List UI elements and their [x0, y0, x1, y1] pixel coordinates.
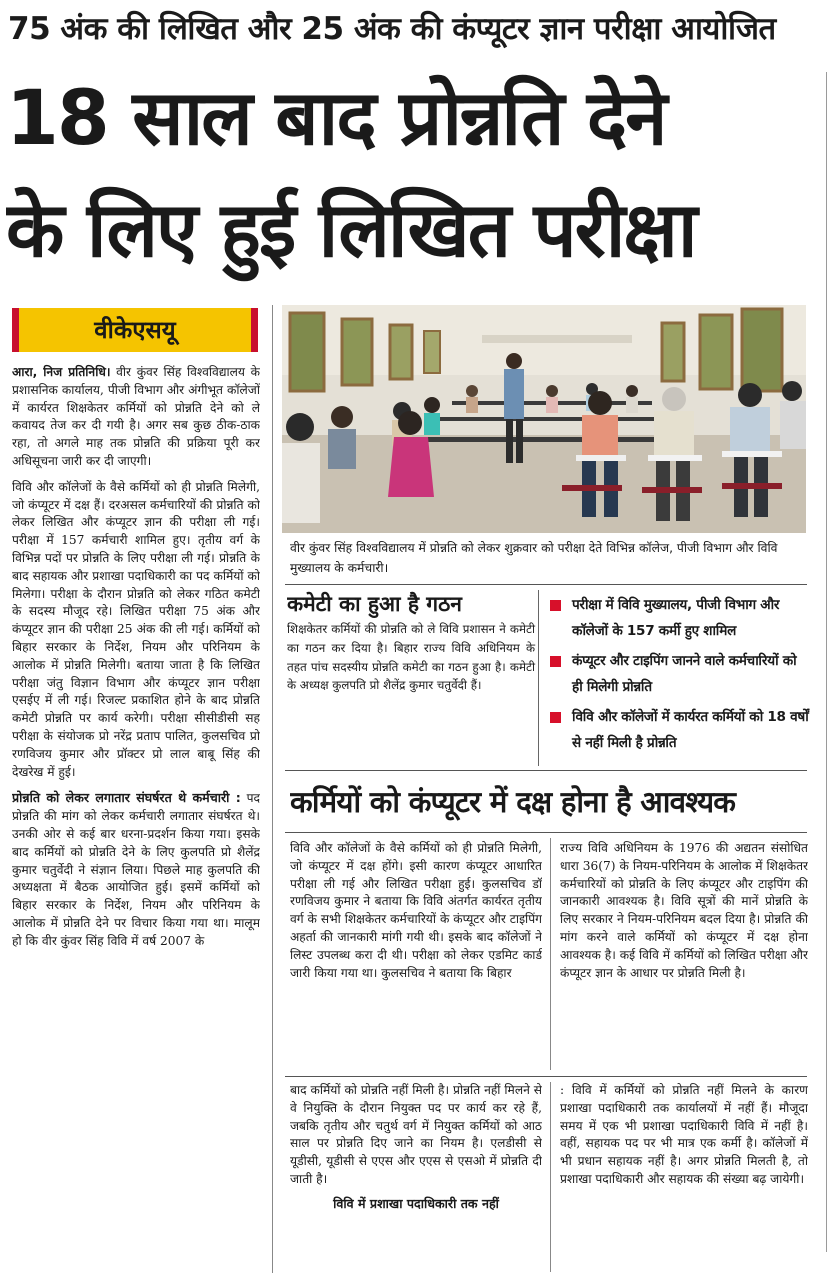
left-para-2: विवि और कॉलेजों के वैसे कर्मियों को ही प्रोन्नति मिलेगी, जो कंप्यूटर में दक्ष हैं। दरअसल कर्मचारियों की प्रोन्नति को लेकर लिखित और कंप्यूटर ज्ञान की परीक्षा ली गई। परीक्षा में 157 कर्मचारी शामिल हुए। तृतीय वर्ग के विभिन्न पदों पर प्रोन्नति के लिए परीक्षा ली गई। प्रोन्नति के बाद सहायक और प्रशाखा पदाधिकारी का पद कर्मियों को मिलेगा। परीक्षा के दौरान प्रोन्नति को लेकर गठित कमेटी के सदस्य मौजूद रहे। लिखित परीक्षा 75 अंक और कंप्यूटर ज्ञान की परीक्षा 25 अंक की ली गई। कर्मियों को बिहार सरकार के निर्देश, नियम और परिनियम के आलोक में प्रोन्नति मिलेगी। बताया जाता है कि लिखित परीक्षा जंतु विज्ञान विभाग और कंप्यूटर ज्ञान परीक्षा एसईए में ली गई। रिजल्ट प्रकाशित होने के बाद प्रोन्नति कमेटी प्रोन्नति पर कार्य करेगी। परीक्षा सीसीडीसी सह परीक्षा के संयोजक प्रो नरेंद्र प्रताप पालित, कुलसचिव प्रो रणविजय कुमार और प्रॉक्टर प्रो लाल बाबू सिंह की देखरेख में हुई। [12, 479, 260, 779]
bottom-left-column [290, 1082, 542, 1274]
page-edge-rule [826, 72, 827, 1252]
bottom-right-column [560, 1082, 808, 1274]
section-badge: वीकेएसयू [12, 308, 258, 352]
bullet-square-icon [550, 656, 561, 667]
caption-rule [285, 584, 807, 585]
left-column [12, 364, 260, 1276]
subheadline: कर्मियों को कंप्यूटर में दक्ष होना है आवश्यक [290, 785, 736, 819]
mid-left-column [290, 840, 542, 1072]
lower-rule [285, 1076, 807, 1077]
left-subhead: प्रोन्नति को लेकर लगातार संघर्षरत थे कर्मचारी : [12, 790, 241, 806]
highlights-list [548, 592, 810, 760]
bottom-left-para: बाद कर्मियों को प्रोन्नति नहीं मिली है। प्रोन्नति नहीं मिलने से वे नियुक्ति के दौरान नियुक्त पद पर कार्य कर रहे हैं, जबकि तृतीय और चतुर्थ वर्ग में नियुक्त कर्मियों को आठ साल पर प्रोन्नति दिए जाने का नियम है। एलडीसी से यूडीसी, यूडीसी से एएस और एएस से एसओ में प्रोन्नति दी जाती है। [290, 1083, 542, 1186]
left-para-1-text: वीर कुंवर सिंह विश्वविद्यालय के प्रशासनिक कार्यालय, पीजी विभाग और अंगीभूत कॉलेजों में कार्यरत शिक्षकेतर कर्मियों को प्रोन्नति देने को ले कवायद तेज कर दी गयी है। अगर सब कुछ ठीक-ठाक रहा, तो अगले माह तक प्रोन्नति की प्रक्रिया पूरी कर अधिसूचना जारी कर दी जाएगी। [12, 365, 260, 468]
column-divider-mid [550, 838, 551, 1070]
bottom-right-para: : विवि में कर्मियों को प्रोन्नति नहीं मिलने के कारण प्रशाखा पदाधिकारी तक कार्यालयों में नहीं हैं। मौजूदा समय में एक भी प्रशाखा पदाधिकारी विवि में नहीं है। वहीं, सहायक पद पर भी मात्र एक कर्मी है। कॉलेजों में भी प्रधान सहायक नहीं है। अगर प्रोन्नति मिलती है, तो प्रशाखा पदाधिकारी और सहायक की संख्या बढ़ जायेगी। [560, 1083, 808, 1186]
highlight-item [548, 592, 810, 648]
subhead-rule-bottom [285, 832, 807, 833]
left-para-1 [12, 364, 260, 471]
box-divider [538, 590, 539, 766]
highlight-text: कंप्यूटर और टाइपिंग जानने वाले कर्मचारियों को ही मिलेगी प्रोन्नति [572, 653, 797, 695]
committee-box [287, 588, 535, 762]
headline-line-1: 18 साल बाद प्रोन्नति देने [6, 73, 666, 162]
bullet-square-icon [550, 712, 561, 723]
column-divider-left [272, 305, 273, 1273]
dateline: आरा, निज प्रतिनिधि। [12, 365, 111, 379]
bottom-left-subhead: विवि में प्रशाखा पदाधिकारी तक नहीं [333, 1195, 499, 1211]
committee-box-title: कमेटी का हुआ है गठन [287, 592, 462, 616]
highlight-text: विवि और कॉलेजों में कार्यरत कर्मियों को 18 वर्षों से नहीं मिली है प्रोन्नति [572, 709, 809, 751]
committee-box-text: शिक्षकेतर कर्मियों की प्रोन्नति को ले विवि प्रशासन ने कमेटी का गठन कर दिया है। बिहार राज्य विवि अधिनियम के तहत पांच सदस्यीय प्रोन्नति कमेटी का गठन हुआ है। कमेटी के अध्यक्ष कुलपति प्रो शैलेंद्र कुमार चतुर्वेदी हैं। [287, 622, 535, 693]
left-para-3-text: पद प्रोन्नति की मांग को लेकर कर्मचारी लगातार संघर्षरत थे। उनकी ओर से कई बार धरना-प्रदर्शन किया गया। इसके बाद कर्मियों को प्रोन्नति देने के लिए कुलपति प्रो शैलेंद्र कुमार चतुर्वेदी ने संज्ञान लिया। पिछले माह कुलपति की अध्यक्षता में बैठक आयोजित हुई। इसमें कर्मियों को बिहार सरकार के निर्देश, नियम और परिनियम के आलोक में प्रोन्नति देने पर विचार किया गया था। मालूम हो कि वीर कुंवर सिंह विवि में वर्ष 2007 के [12, 791, 260, 948]
kicker-line: 75 अंक की लिखित और 25 अंक की कंप्यूटर ज्ञान परीक्षा आयोजित [8, 11, 776, 47]
highlight-item [548, 648, 810, 704]
mid-right-para: राज्य विवि अधिनियम के 1976 की अद्यतन संसोधित धारा 36(7) के नियम-परिनियम के आलोक में शिक्षकेतर कर्मचारियों को प्रोन्नति के लिए कंप्यूटर और टाइपिंग की जानकारी आवश्यक है। विवि सूत्रों की मानें प्रोन्नति के लिए सरकार ने नियम-परिनियम बदल दिया है। प्रोन्नति की मांग करने वाले कर्मियों को कंप्यूटर में दक्ष होना आवश्यक है। कई विवि में कर्मियों को लिखित परीक्षा और कंप्यूटर ज्ञान के आधार पर प्रोन्नति मिली है। [560, 841, 808, 980]
photo-caption: वीर कुंवर सिंह विश्वविद्यालय में प्रोन्नति को लेकर शुक्रवार को परीक्षा देते विभिन्न कॉलेज, पीजी विभाग और विवि मुख्यालय के कर्मचारी। [290, 541, 778, 575]
headline [6, 62, 828, 286]
subhead-rule-top [285, 770, 807, 771]
exam-hall-photo [282, 305, 806, 533]
left-para-3 [12, 789, 260, 950]
bullet-square-icon [550, 600, 561, 611]
mid-right-column [560, 840, 808, 1072]
highlight-item [548, 704, 810, 760]
column-divider-bottom [550, 1082, 551, 1272]
highlight-text: परीक्षा में विवि मुख्यालय, पीजी विभाग और कॉलेजों के 157 कर्मी हुए शामिल [572, 597, 780, 639]
mid-left-para: विवि और कॉलेजों के वैसे कर्मियों को ही प्रोन्नति मिलेगी, जो कंप्यूटर में दक्ष होंगे। इसी कारण कंप्यूटर आधारित परीक्षा ली गई और लिखित परीक्षा हुई। कुलसचिव डॉ रणविजय कुमार ने बताया कि विवि अंतर्गत कार्यरत तृतीय वर्ग के सभी शिक्षकेतर कर्मचारियों के कंप्यूटर और टाइपिंग अहर्ता की जानकारी मांगी गयी थी। इसके बाद कॉलेजों ने लिस्ट उपलब्ध करा दी थी। परीक्षा को लेकर एडमिट कार्ड जारी किया गया था। कुलसचिव ने बताया कि बिहार [290, 841, 542, 980]
headline-line-2: के लिए हुई लिखित परीक्षा [6, 185, 696, 274]
exam-hall-illustration [282, 305, 806, 533]
